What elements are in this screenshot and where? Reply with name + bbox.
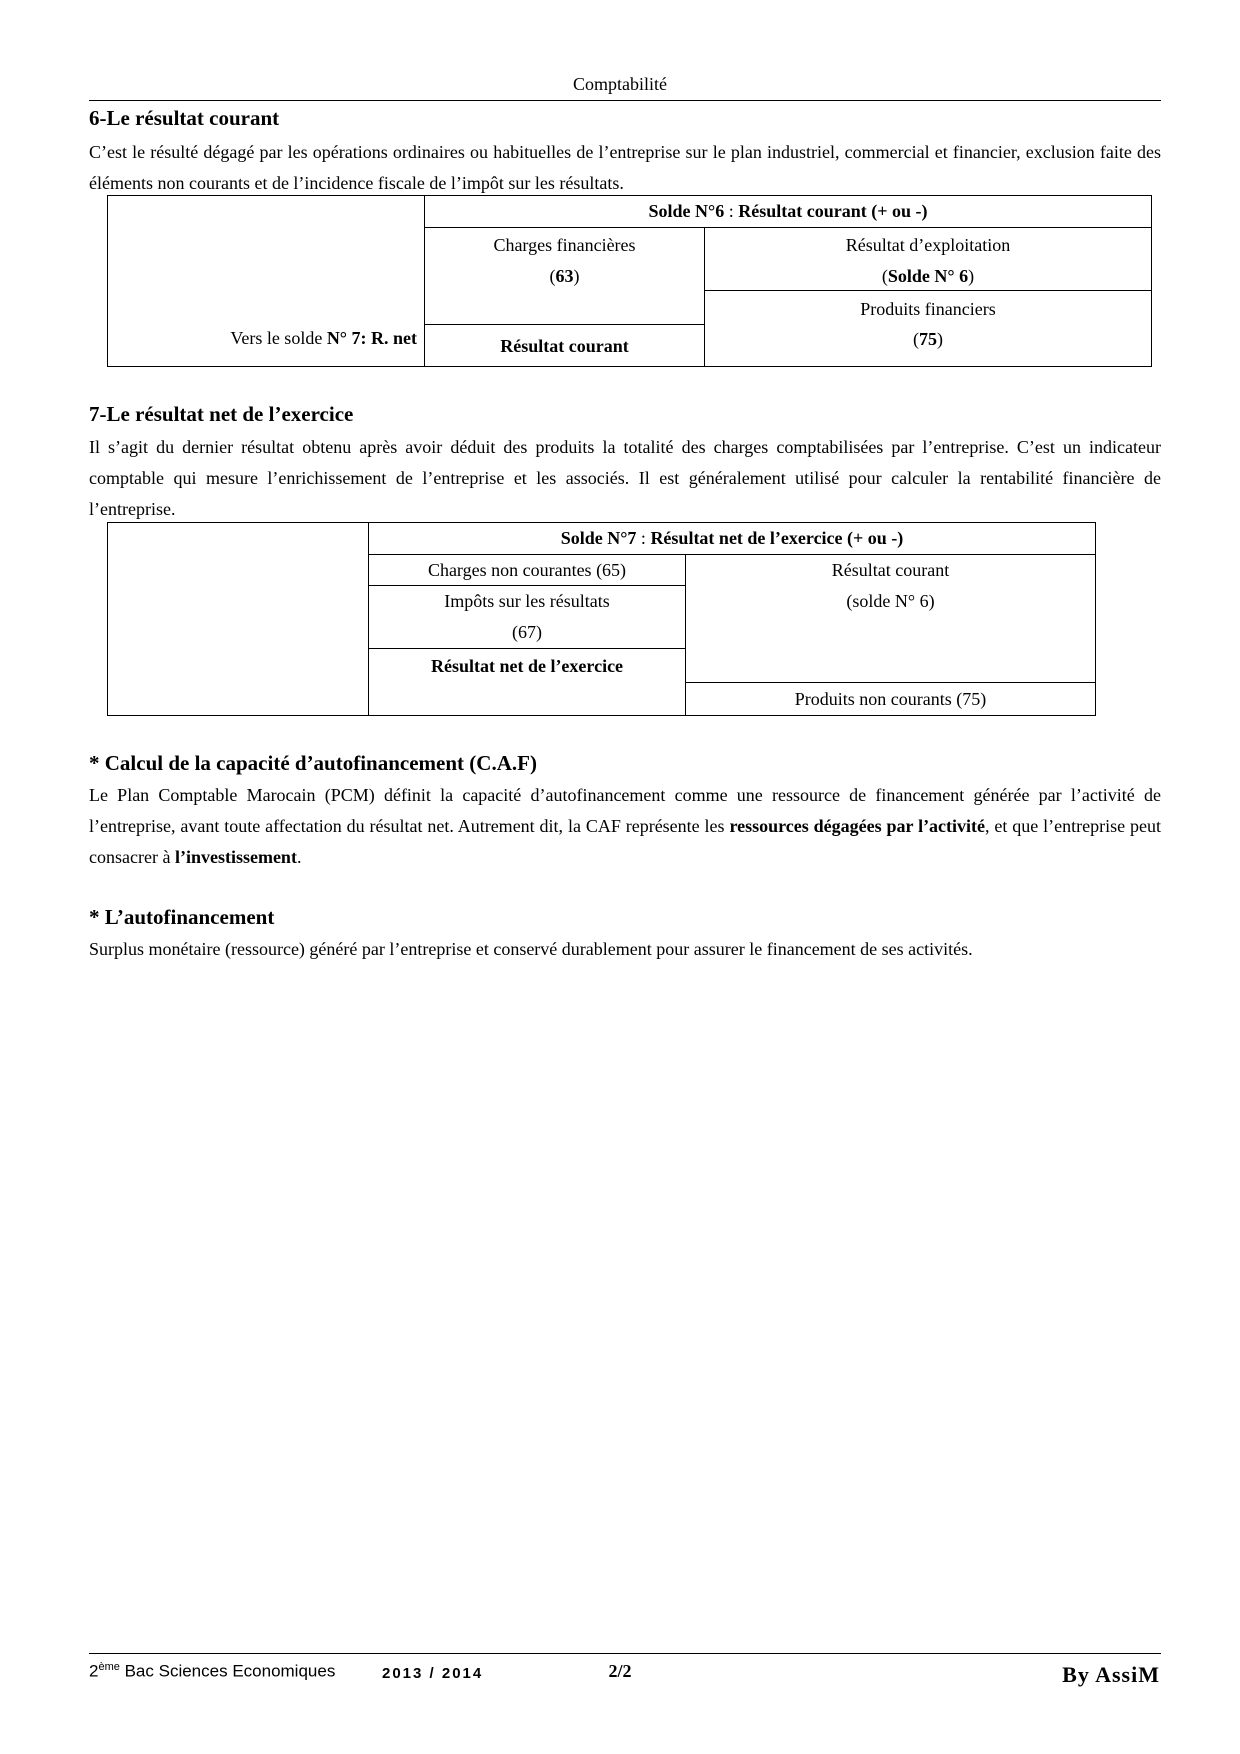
section-7-paragraph: Il s’agit du dernier résultat obtenu après avoir déduit des produits la totalité des charges comptabilisées par l’entreprise. C’est un indicateur comptable qui mesure l’enrichissement de l’entreprise et les associés. Il est généralement utilisé pour calculer la rentabilité financière de l’entreprise. — [89, 437, 1161, 519]
solde-6-title: Solde N°6 : Résultat courant (+ ou -) — [648, 201, 928, 221]
section-6-paragraph: C’est le résulté dégagé par les opérations ordinaires ou habituelles de l’entreprise sur le plan industriel, commercial et financier, exclusion faite des éléments non courants et de l’incidence fiscale de l’impôt sur les résultats. — [89, 142, 1161, 193]
impots-resultats-label: Impôts sur les résultats — [444, 591, 610, 611]
section-7-heading: 7-Le résultat net de l’exercice — [89, 402, 354, 426]
footer-author: By AssiM — [1062, 1662, 1160, 1687]
produits-financiers-code: (75) — [913, 329, 943, 349]
caf-heading: * Calcul de la capacité d’autofinancement (C.A.F) — [89, 751, 537, 775]
page-header-title: Comptabilité — [573, 74, 667, 94]
resultat-courant-label: Résultat courant — [831, 560, 950, 580]
resultat-exploitation-sub: (Solde N° 6) — [881, 266, 975, 286]
autofinancement-paragraph: Surplus monétaire (ressource) généré par l’entreprise et conservé durablement pour assurer le financement de ses activités. — [89, 939, 973, 959]
impots-resultats-code: (67) — [512, 622, 542, 642]
solde-7-title: Solde N°7 : Résultat net de l’exercice (+ ou -) — [560, 528, 904, 548]
vers-solde-7-note: Vers le solde N° 7: R. net — [230, 328, 417, 348]
produits-financiers-label: Produits financiers — [860, 299, 996, 319]
resultat-courant-cell: Résultat courant — [500, 336, 629, 356]
footer-page-number: 2/2 — [608, 1661, 632, 1681]
autofinancement-heading: * L’autofinancement — [89, 905, 275, 929]
charges-non-courantes-cell: Charges non courantes (65) — [427, 560, 627, 580]
header-divider — [89, 100, 1161, 101]
footer-level: 2ème Bac Sciences Economiques — [89, 1661, 336, 1681]
footer-year: 2013 / 2014 — [382, 1665, 484, 1682]
solde-7-table — [107, 522, 1096, 716]
resultat-courant-sub: (solde N° 6) — [846, 591, 935, 611]
section-6-heading: 6-Le résultat courant — [89, 106, 280, 130]
charges-financieres-label: Charges financières — [493, 235, 636, 255]
produits-non-courants-cell: Produits non courants (75) — [794, 689, 987, 709]
resultat-exploitation-label: Résultat d’exploitation — [845, 235, 1011, 255]
footer-divider — [89, 1653, 1161, 1654]
resultat-net-cell: Résultat net de l’exercice — [430, 656, 624, 676]
solde-6-table — [107, 195, 1152, 367]
caf-paragraph: Le Plan Comptable Marocain (PCM) définit la capacité d’autofinancement comme une ressource de financement générée par l’activité de l’entreprise, avant toute affectation du résultat net. Autrement dit, la CAF représente les ressources dégagées par l’activité, et que l’entreprise peut consacrer à l’investissement. — [89, 785, 1161, 867]
charges-financieres-code: (63) — [549, 266, 580, 286]
